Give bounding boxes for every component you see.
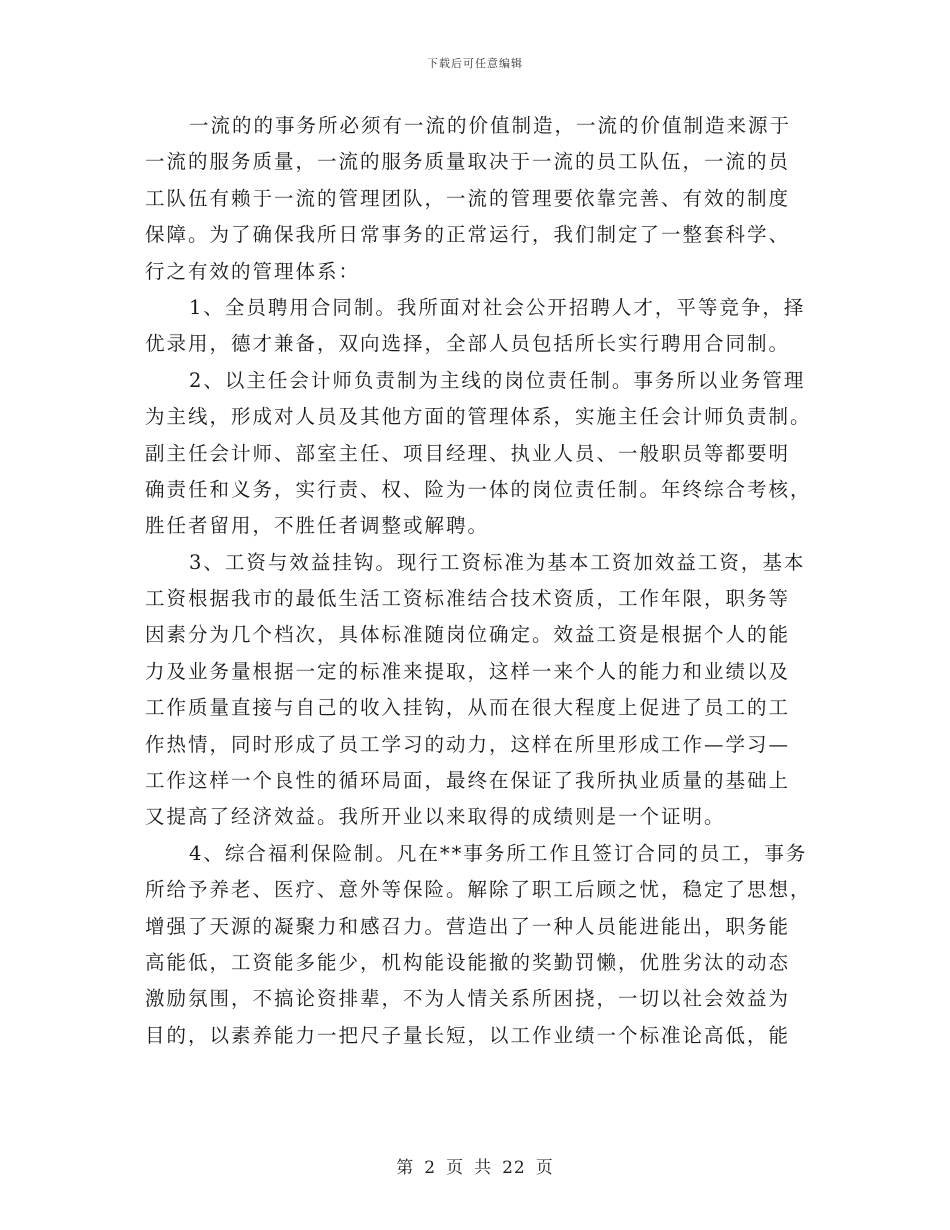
text-line: 4、综合福利保险制。凡在**事务所工作且签订合同的员工，事务	[189, 841, 808, 865]
header-text: 下载后可任意编辑	[427, 57, 523, 70]
text-line: 2、以主任会计师负责制为主线的岗位责任制。事务所以业务管理	[189, 368, 806, 392]
text-line: 为主线，形成对人员及其他方面的管理体系，实施主任会计师负责制。	[145, 405, 812, 429]
text-line: 确责任和义务，实行责、权、险为一体的岗位责任制。年终综合考核，	[145, 477, 812, 501]
text-line: 一流的服务质量，一流的服务质量取决于一流的员工队伍，一流的员	[145, 150, 791, 174]
text-line: 保障。为了确保我所日常事务的正常运行，我们制定了一整套科学、	[145, 223, 791, 247]
text-line: 因素分为几个档次，具体标准随岗位确定。效益工资是根据个人的能	[145, 623, 791, 647]
text-line: 一流的的事务所必须有一流的价值制造，一流的价值制造来源于	[189, 114, 792, 137]
text-line: 1、全员聘用合同制。我所面对社会公开招聘人才，平等竞争，择	[189, 295, 806, 319]
text-line: 所给予养老、医疗、意外等保险。解除了职工后顾之忧，稳定了思想，	[145, 878, 812, 902]
text-line: 胜任者留用，不胜任者调整或解聘。	[145, 514, 490, 538]
text-line: 作热情，同时形成了员工学习的动力，这样在所里形成工作—学习—	[145, 732, 791, 756]
text-line: 工作这样一个良性的循环局面，最终在保证了我所执业质量的基础上	[145, 769, 791, 793]
text-line: 3、工资与效益挂钩。现行工资标准为基本工资加效益工资，基本	[189, 550, 806, 574]
text-line: 力及业务量根据一定的标准来提取，这样一来个人的能力和业绩以及	[145, 659, 791, 683]
text-line: 激励氛围，不搞论资排辈，不为人情关系所困挠，一切以社会效益为	[145, 987, 791, 1011]
footer-suffix: 页	[535, 1158, 554, 1178]
text-line: 工资根据我市的最低生活工资标准结合技术资质，工作年限，职务等	[145, 587, 791, 611]
text-line: 行之有效的管理体系：	[145, 259, 361, 283]
text-line: 目的，以素养能力一把尺子量长短，以工作业绩一个标准论高低，能	[145, 1023, 791, 1047]
text-line: 工作质量直接与自己的收入挂钩，从而在很大程度上促进了员工的工	[145, 696, 791, 720]
document-body	[145, 108, 812, 1054]
text-line: 高能低，工资能多能少，机构能设能撤的奖勤罚懒，优胜劣汰的动态	[145, 950, 791, 974]
current-page-number: 2	[424, 1158, 437, 1178]
text-line: 副主任会计师、部室主任、项目经理、执业人员、一般职员等都要明	[145, 441, 791, 465]
page-footer	[0, 1153, 950, 1178]
footer-prefix: 第	[396, 1158, 415, 1178]
total-page-count: 22	[502, 1158, 526, 1178]
text-line: 增强了天源的凝聚力和感召力。营造出了一种人员能进能出，职务能	[145, 914, 791, 938]
page-header	[0, 55, 950, 71]
text-line: 工队伍有赖于一流的管理团队，一流的管理要依靠完善、有效的制度	[145, 186, 791, 210]
text-line: 又提高了经济效益。我所开业以来取得的成绩则是一个证明。	[145, 805, 726, 829]
text-line: 优录用，德才兼备，双向选择，全部人员包括所长实行聘用合同制。	[145, 332, 791, 356]
footer-total-word: 共	[474, 1158, 493, 1178]
footer-page-word: 页	[446, 1158, 465, 1178]
